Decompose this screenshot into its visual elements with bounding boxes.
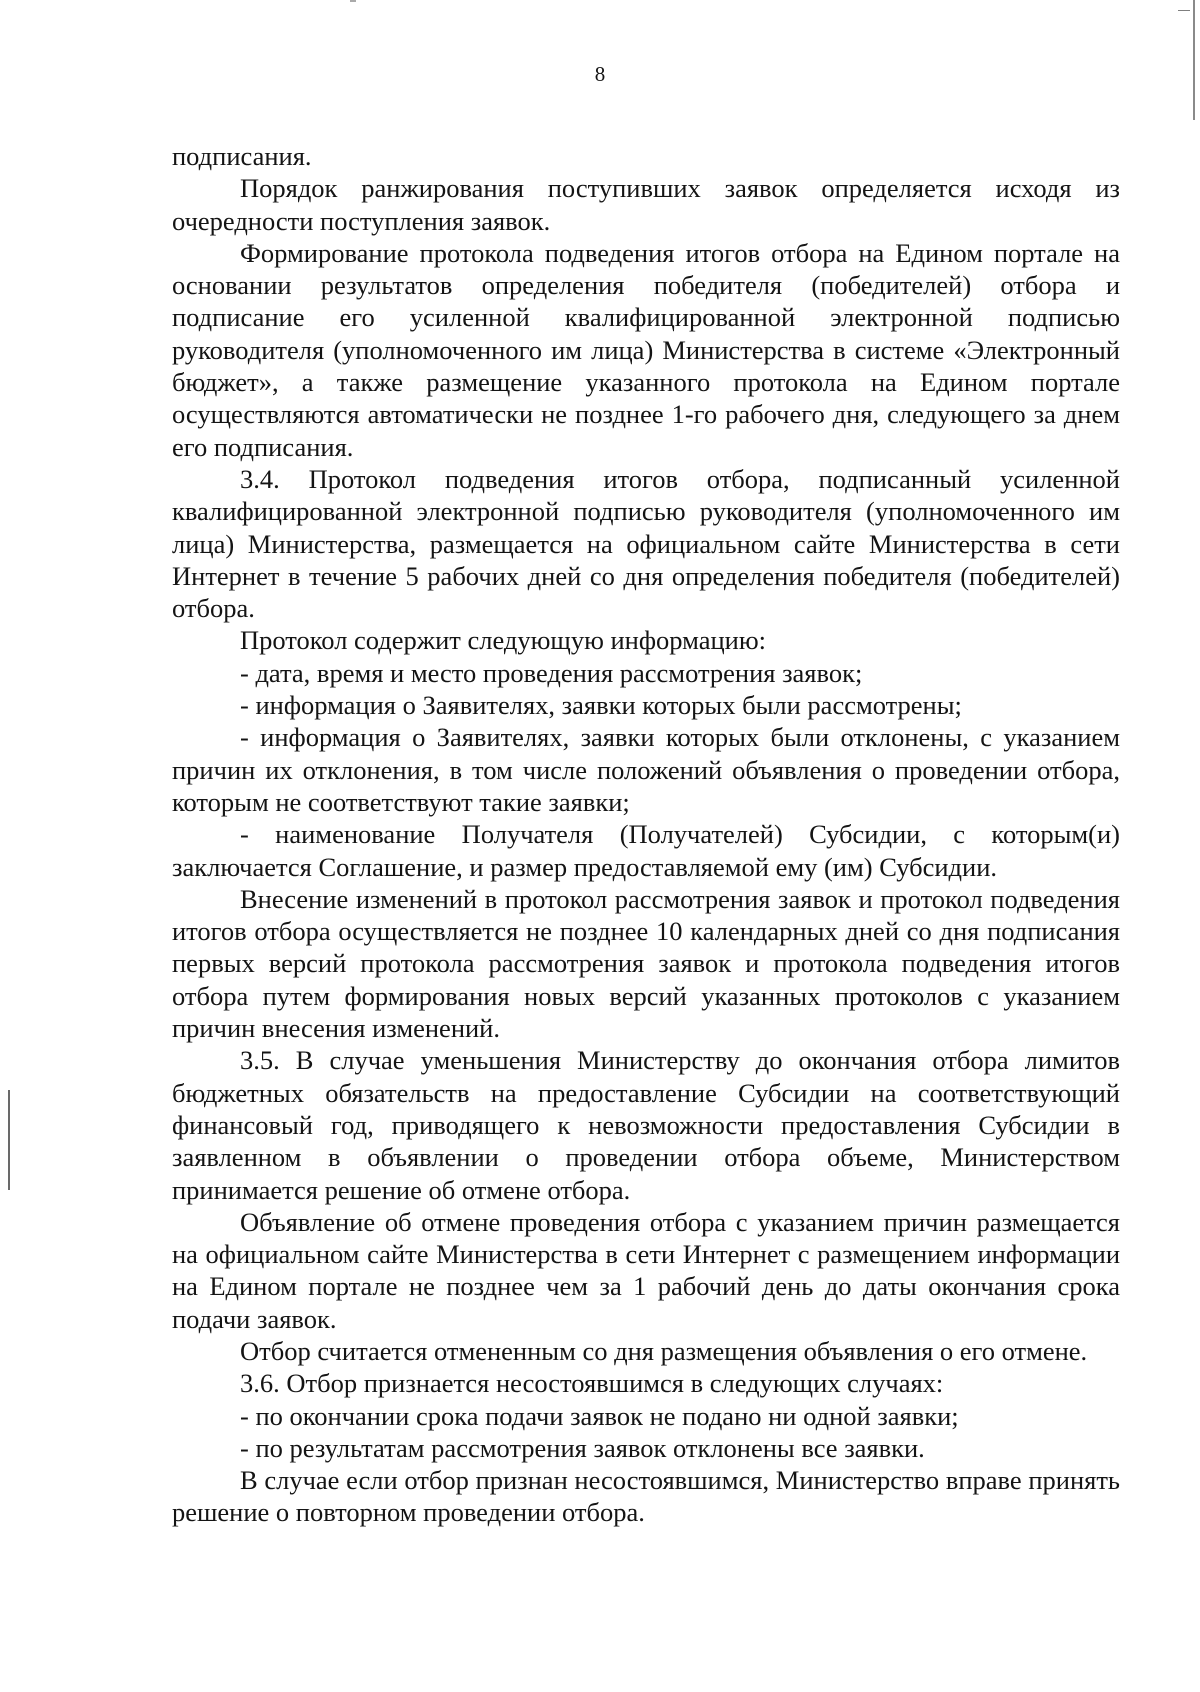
list-item: - дата, время и место проведения рассмотрения заявок; bbox=[240, 657, 863, 688]
document-body bbox=[172, 140, 1120, 1529]
paragraph: Порядок ранжирования поступивших заявок определяется исходя из очередности поступления заявок. bbox=[172, 173, 1120, 236]
scan-edge-mark bbox=[350, 0, 356, 2]
paragraph: Отбор считается отмененным со дня размещения объявления о его отмене. bbox=[240, 1335, 1088, 1366]
paragraph: 3.6. Отбор признается несостоявшимся в следующих случаях: bbox=[240, 1368, 944, 1399]
paragraph: Формирование протокола подведения итогов отбора на Едином портале на основании результатов определения победителя (победителей) отбора и подписание его усиленной квалифицированной электронной подписью руководителя (уполномоченного им лица) Министерства в системе «Электронный бюджет», а также размещение указанного протокола на Едином портале осуществляются автоматически не позднее 1-го рабочего дня, следующего за днем его подписания. bbox=[172, 237, 1120, 462]
paragraph: 3.5. В случае уменьшения Министерству до окончания отбора лимитов бюджетных обязательств на предоставление Субсидии на соответствующий финансовый год, приводящего к невозможности предоставления Субсидии в заявленном в объявлении о проведении отбора объеме, Министерством принимается решение об отмене отбора. bbox=[172, 1045, 1120, 1205]
scan-edge-mark bbox=[8, 1090, 10, 1190]
list-item: - информация о Заявителях, заявки которых были рассмотрены; bbox=[240, 690, 962, 721]
paragraph: Протокол содержит следующую информацию: bbox=[240, 625, 767, 656]
list-item: - информация о Заявителях, заявки которых были отклонены, с указанием причин их отклонения, в том числе положений объявления о проведении отбора, которым не соответствуют такие заявки; bbox=[172, 722, 1120, 817]
paragraph: Объявление об отмене проведения отбора с указанием причин размещается на официальном сайте Министерства в сети Интернет с размещением информации на Едином портале не позднее чем за 1 рабочий день до даты окончания срока подачи заявок. bbox=[172, 1206, 1120, 1334]
paragraph: Внесение изменений в протокол рассмотрения заявок и протокол подведения итогов отбора осуществляется не позднее 10 календарных дней со дня подписания первых версий протокола рассмотрения заявок и протокола подведения итогов отбора путем формирования новых версий указанных протоколов с указанием причин внесения изменений. bbox=[172, 883, 1120, 1044]
list-item: - по результатам рассмотрения заявок отклонены все заявки. bbox=[240, 1432, 925, 1463]
paragraph: В случае если отбор признан несостоявшимся, Министерство вправе принять решение о повторном проведении отбора. bbox=[172, 1465, 1120, 1528]
paragraph: 3.4. Протокол подведения итогов отбора, подписанный усиленной квалифицированной электронной подписью руководителя (уполномоченного им лица) Министерства, размещается на официальном сайте Министерства в сети Интернет в течение 5 рабочих дней со дня определения победителя (победителей) отбора. bbox=[172, 463, 1120, 624]
list-item: - наименование Получателя (Получателей) Субсидии, с которым(и) заключается Соглашение, и размер предоставляемой ему (им) Субсидии. bbox=[172, 819, 1120, 882]
list-item: - по окончании срока подачи заявок не подано ни одной заявки; bbox=[240, 1400, 959, 1431]
scan-edge-mark bbox=[1193, 0, 1195, 120]
paragraph: подписания. bbox=[172, 141, 312, 171]
page-number: 8 bbox=[594, 62, 606, 86]
scan-edge-mark bbox=[1178, 10, 1190, 11]
